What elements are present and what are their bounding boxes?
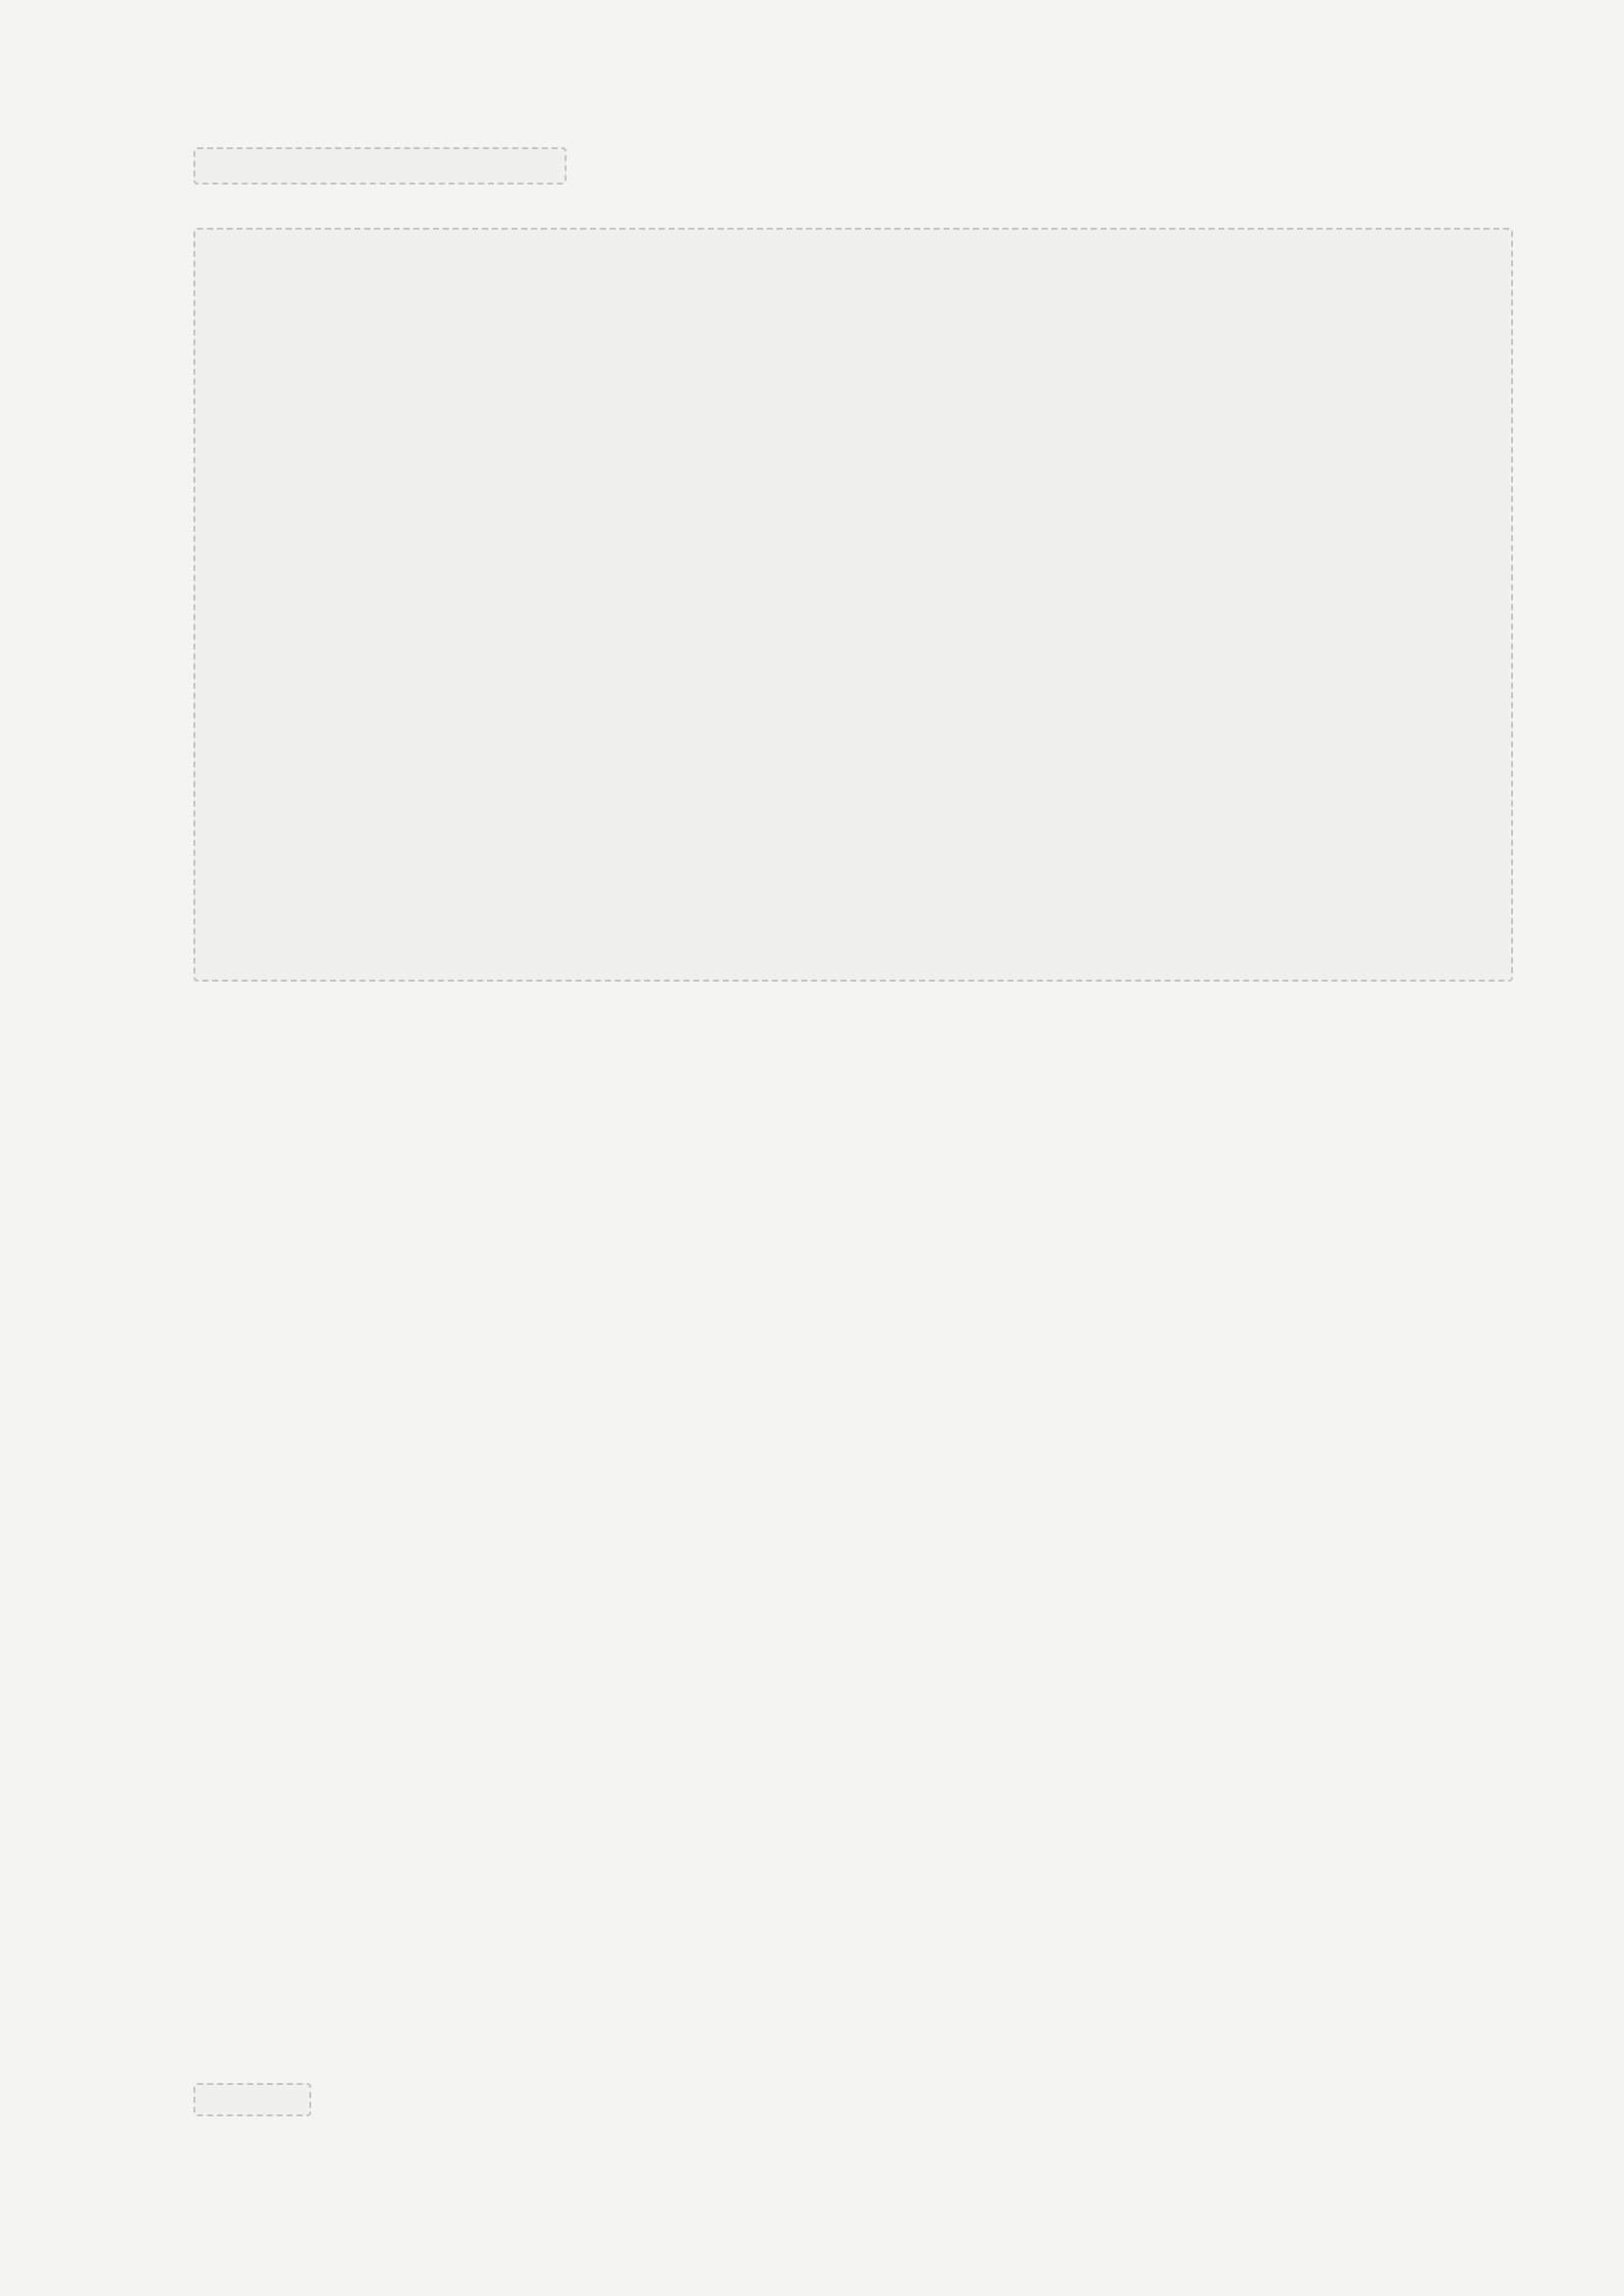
header-placeholder — [193, 147, 567, 185]
body-text-placeholder — [193, 228, 1513, 982]
page-number-placeholder — [193, 2083, 311, 2116]
